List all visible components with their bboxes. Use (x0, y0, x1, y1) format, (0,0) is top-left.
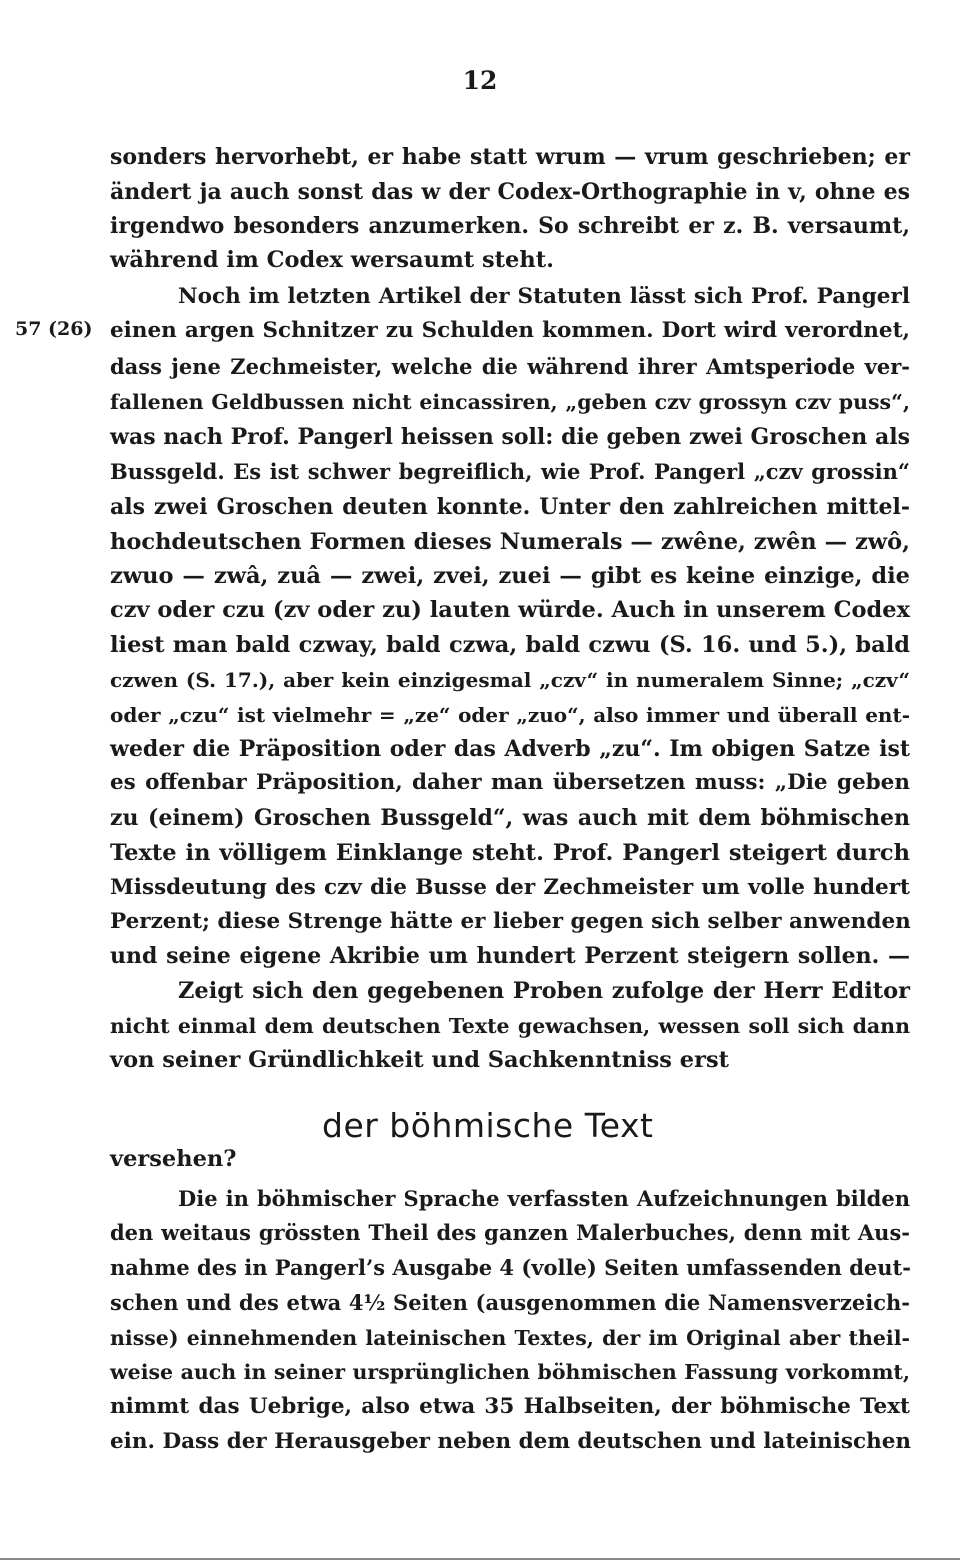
text-line: irgendwo besonders anzumerken. So schreibt er z. B. versaumt, (110, 213, 910, 239)
text-line: oder „czu“ ist vielmehr = „ze“ oder „zuo“, also immer und überall ent- (110, 703, 910, 727)
text-line: schen und des etwa 4½ Seiten (ausgenommen die Namensverzeich- (110, 1290, 910, 1315)
text-line: nahme des in Pangerl’s Ausgabe 4 (volle) Seiten umfassenden deut- (110, 1255, 911, 1280)
bottom-rule (0, 1558, 960, 1560)
text-line: versehen? (110, 1146, 237, 1172)
text-line: weise auch in seiner ursprünglichen böhmischen Fassung vorkommt, (110, 1360, 910, 1384)
margin-note: 57 (26) (15, 318, 93, 340)
text-line: Noch im letzten Artikel der Statuten lässt sich Prof. Pangerl (178, 284, 910, 309)
text-line: während im Codex wersaumt steht. (110, 247, 554, 273)
text-line: den weitaus grössten Theil des ganzen Malerbuches, denn mit Aus- (110, 1220, 910, 1245)
text-line: czv oder czu (zv oder zu) lauten würde. Auch in unserem Codex (110, 597, 910, 623)
text-line: Zeigt sich den gegebenen Proben zufolge der Herr Editor (178, 978, 910, 1004)
page-number: 12 (462, 66, 498, 95)
text-line: von seiner Gründlichkeit und Sachkenntniss erst (110, 1047, 730, 1073)
text-line: ändert ja auch sonst das w der Codex-Orthographie in v, ohne es (110, 179, 910, 205)
text-line: nimmt das Uebrige, also etwa 35 Halbseiten, der böhmische Text (110, 1394, 910, 1419)
text-line: hochdeutschen Formen dieses Numerals — zwêne, zwên — zwô, (110, 529, 910, 555)
text-line: ein. Dass der Herausgeber neben dem deutschen und lateinischen (110, 1429, 912, 1454)
text-line: czwen (S. 17.), aber kein einzigesmal „czv“ in numeralem Sinne; „czv“ (110, 668, 910, 692)
text-line: und seine eigene Akribie um hundert Perzent steigern sollen. — (110, 943, 910, 969)
text-line: als zwei Groschen deuten konnte. Unter den zahlreichen mittel- (110, 494, 910, 520)
text-line: Perzent; diese Strenge hätte er lieber gegen sich selber anwenden (110, 909, 911, 934)
text-line: Texte in völligem Einklange steht. Prof. Pangerl steigert durch (110, 840, 910, 866)
text-line: dass jene Zechmeister, welche die während ihrer Amtsperiode ver- (110, 354, 910, 379)
text-line: nisse) einnehmenden lateinischen Textes, der im Original aber theil- (110, 1326, 910, 1350)
text-line: zu (einem) Groschen Bussgeld“, was auch mit dem böhmischen (110, 805, 910, 831)
text-line: es offenbar Präposition, daher man übersetzen muss: „Die geben (110, 770, 910, 795)
section-heading: der böhmische Text (322, 1106, 654, 1145)
text-line: Die in böhmischer Sprache verfassten Aufzeichnungen bilden (178, 1186, 910, 1211)
text-line: fallenen Geldbussen nicht eincassiren, „geben czv grossyn czv puss“, (110, 390, 910, 414)
text-line: liest man bald czway, bald czwa, bald czwu (S. 16. und 5.), bald (110, 632, 910, 658)
text-line: Missdeutung des czv die Busse der Zechmeister um volle hundert (110, 875, 910, 900)
text-line: Bussgeld. Es ist schwer begreiflich, wie Prof. Pangerl „czv grossin“ (110, 459, 910, 484)
text-line: was nach Prof. Pangerl heissen soll: die geben zwei Groschen als (110, 424, 910, 450)
text-line: einen argen Schnitzer zu Schulden kommen. Dort wird verordnet, (110, 318, 910, 343)
text-line: sonders hervorhebt, er habe statt wrum — vrum geschrieben; er (110, 144, 910, 170)
text-line: nicht einmal dem deutschen Texte gewachsen, wessen soll sich dann (110, 1014, 910, 1038)
text-line: weder die Präposition oder das Adverb „zu“. Im obigen Satze ist (110, 736, 910, 762)
text-line: zwuo — zwâ, zuâ — zwei, zvei, zuei — gibt es keine einzige, die (110, 563, 910, 589)
